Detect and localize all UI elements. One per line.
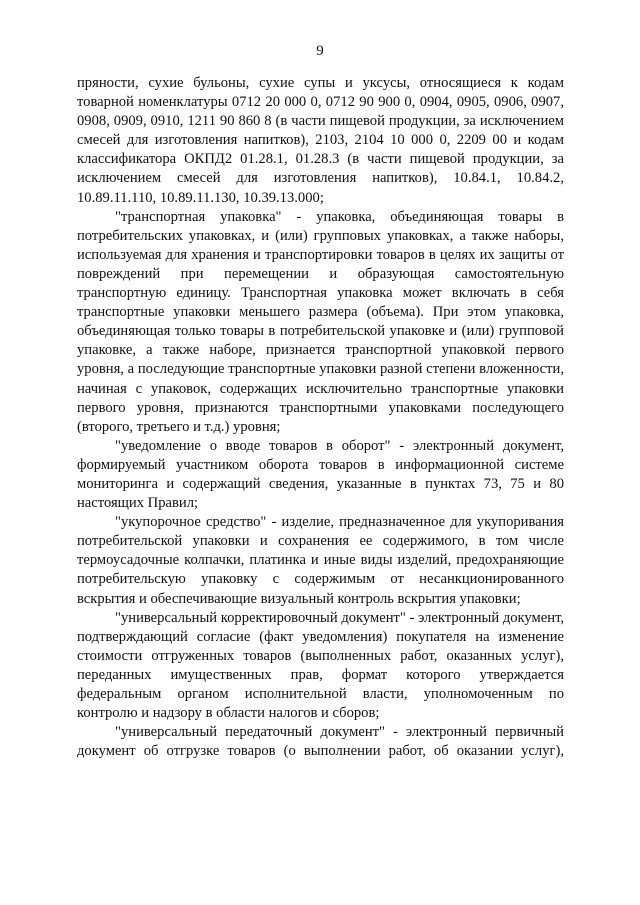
document-body xyxy=(77,74,564,761)
page-number: 9 xyxy=(316,43,324,59)
paragraph-universal-correction-document: "универсальный корректировочный документ" - электронный документ, подтверждающий согласие (факт уведомления) покупателя на изменение стоимости отгруженных товаров (выполненных работ, оказанных услуг), переданных имущественных прав, формат которого утверждается федеральным органом исполнительной власти, уполномоченным по контролю и надзору в области налогов и сборов; xyxy=(77,609,564,722)
paragraph-transport-packaging: "транспортная упаковка" - упаковка, объединяющая товары в потребительских упаковках, и (или) групповых упаковках, а также наборы, используемая для хранения и транспортировки товаров в целях их защиты от повреждений при перемещении и образующая самостоятельную транспортную единицу. Транспортная упаковка может включать в себя транспортные упаковки меньшего размера (объема). При этом упаковка, объединяющая только товары в потребительской упаковке и (или) групповой упаковке, а также наборе, признается транспортной упаковкой первого уровня, а последующие транспортные упаковки разной степени вложенности, начиная с упаковок, содержащих исключительно транспортные упаковки первого уровня, признаются транспортными упаковками последующего (второго, третьего и т.д.) уровня; xyxy=(77,208,564,435)
paragraph-entry-notification: "уведомление о вводе товаров в оборот" - электронный документ, формируемый участником оборота товаров в информационной системе мониторинга и содержащий сведения, указанные в пунктах 73, 75 и 80 настоящих Правил; xyxy=(77,437,564,512)
paragraph-spices-codes: пряности, сухие бульоны, сухие супы и уксусы, относящиеся к кодам товарной номенклатуры 0712 20 000 0, 0712 90 900 0, 0904, 0905, 0906, 0907, 0908, 0909, 0910, 1211 90 860 8 (в части пищевой продукции, за исключением смесей для изготовления напитков), 2103, 2104 10 000 0, 2209 00 и кодам классификатора ОКПД2 01.28.1, 01.28.3 (в части пищевой продукции, за исключением смесей для изготовления напитков), 10.84.1, 10.84.2, 10.89.11.110, 10.89.11.130, 10.39.13.000; xyxy=(77,75,564,206)
paragraph-closure-device: "укупорочное средство" - изделие, предназначенное для укупоривания потребительской упаковки и сохранения ее содержимого, в том числе термоусадочные колпачки, платинка и иные виды изделий, предохраняющие потребительскую упаковку с содержимым от несанкционированного вскрытия и обеспечивающие визуальный контроль вскрытия упаковки; xyxy=(77,514,564,607)
paragraph-universal-transfer-document: "универсальный передаточный документ" - электронный первичный документ об отгрузке товаров (о выполнении работ, об оказании услуг), xyxy=(77,724,564,760)
